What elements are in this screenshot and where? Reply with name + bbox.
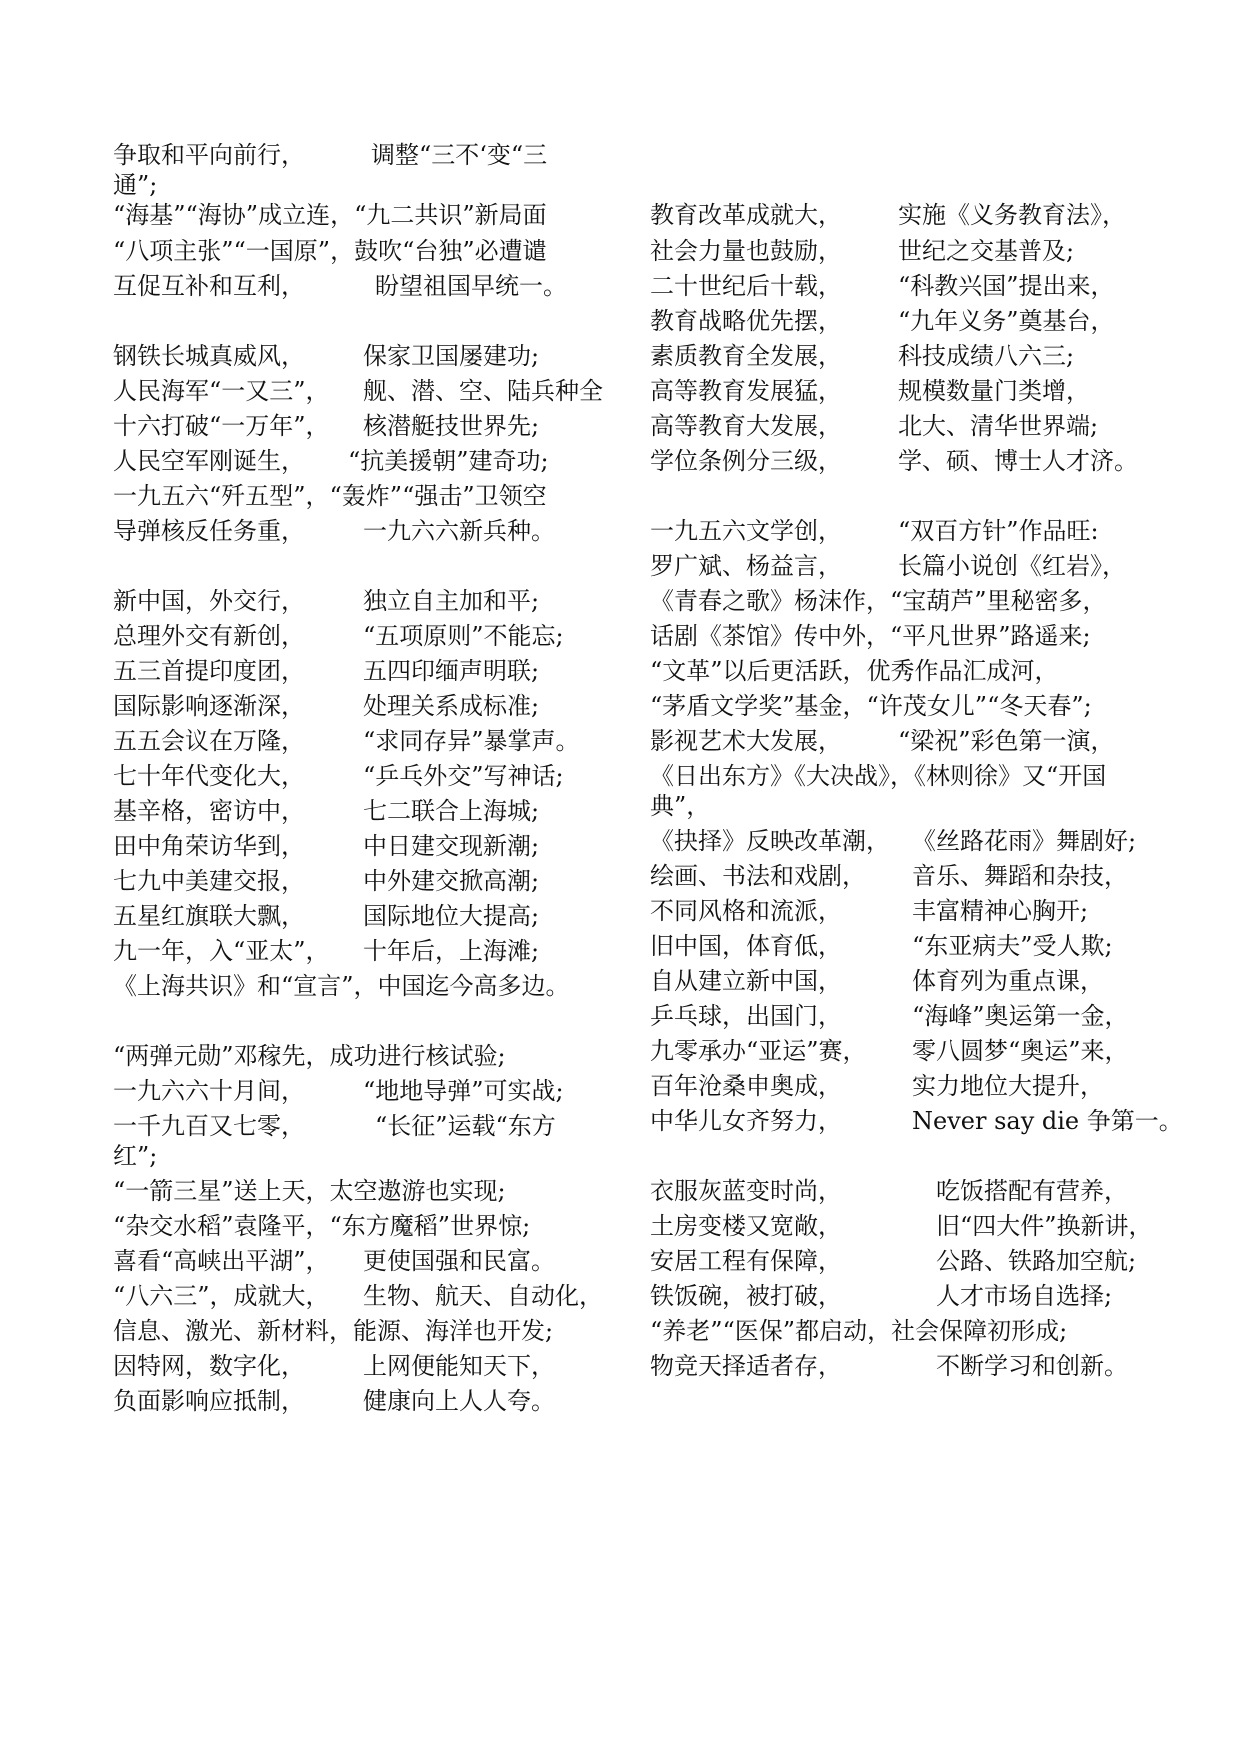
line-text-first-half: 导弹核反任务重， — [113, 517, 305, 545]
line-text-second-half: 舰、潜、空、陆兵种全 — [363, 377, 603, 405]
line-text-second-half: “长征”运载“东方 — [375, 1112, 556, 1140]
line-text-first-half: “海基”“海协”成立连，“九二共识”新局面 — [113, 201, 547, 229]
line-text-second-half: 人才市场自选择; — [936, 1282, 1113, 1310]
line-text-second-half: “求同存异”暴掌声。 — [363, 727, 580, 755]
line-text-second-half: 体育列为重点课， — [912, 967, 1104, 995]
line-text-first-half: 九零承办“亚运”赛， — [650, 1037, 867, 1065]
line-text-first-half: 《上海共识》和“宣言”，中国迄今高多边。 — [113, 972, 570, 1000]
line-text-first-half: 新中国，外交行， — [113, 587, 305, 615]
line-text-first-half: 中华儿女齐努力， — [650, 1107, 842, 1135]
line-text-first-half: 五星红旗联大飘， — [113, 902, 305, 930]
line-text-first-half: 互促互补和互利， — [113, 272, 305, 300]
line-text-second-half: “五项原则”不能忘; — [363, 622, 564, 650]
line-text-first-half: 五五会议在万隆， — [113, 727, 305, 755]
line-text-first-half: 高等教育发展猛， — [650, 377, 842, 405]
line-text-first-half: 教育战略优先摆， — [650, 307, 842, 335]
line-text-first-half: 钢铁长城真威风， — [113, 342, 305, 370]
line-text-second-half: “双百方针”作品旺: — [898, 517, 1099, 545]
line-text-second-half: 调整“三不‘变“三 — [371, 141, 548, 169]
line-text-first-half: 二十世纪后十载， — [650, 272, 842, 300]
line-text-first-half: 通”; — [113, 171, 158, 199]
line-text-first-half: 《日出东方》《大决战》，《林则徐》又“开国 — [650, 762, 1107, 790]
line-text-first-half: 物竞天择适者存， — [650, 1352, 842, 1380]
line-text-first-half: 一九五六文学创， — [650, 517, 842, 545]
line-text-first-half: “杂交水稻”袁隆平，“东方魔稻”世界惊; — [113, 1212, 531, 1240]
line-text-first-half: 因特网，数字化， — [113, 1352, 305, 1380]
line-text-second-half: 学、硕、博士人才济。 — [898, 447, 1138, 475]
line-text-second-half: 丰富精神心胸开; — [912, 897, 1089, 925]
line-text-first-half: “八六三”，成就大， — [113, 1282, 330, 1310]
line-text-second-half: 吃饭搭配有营养， — [936, 1177, 1128, 1205]
line-text-second-half: 公路、铁路加空航; — [936, 1247, 1137, 1275]
line-text-first-half: 负面影响应抵制， — [113, 1387, 305, 1415]
line-text-second-half: 零八圆梦“奥运”来， — [912, 1037, 1129, 1065]
line-text-first-half: 罗广斌、杨益言， — [650, 552, 842, 580]
line-text-second-half: “乒乓外交”写神话; — [363, 762, 564, 790]
line-text-second-half: 保家卫国屡建功; — [363, 342, 540, 370]
line-text-first-half: 学位条例分三级， — [650, 447, 842, 475]
line-text-first-half: 人民海军“一又三”， — [113, 377, 330, 405]
line-text-second-half: Never say die 争第一。 — [912, 1107, 1183, 1135]
line-text-first-half: 乒乓球，出国门， — [650, 1002, 842, 1030]
line-text-first-half: “茅盾文学奖”基金，“许茂女儿”“冬天春”; — [650, 692, 1092, 720]
line-text-first-half: “文革”以后更活跃，优秀作品汇成河， — [650, 657, 1059, 685]
line-text-second-half: 音乐、舞蹈和杂技， — [912, 862, 1128, 890]
line-text-first-half: 铁饭碗，被打破， — [650, 1282, 842, 1310]
line-text-first-half: 不同风格和流派， — [650, 897, 842, 925]
line-text-second-half: “抗美援朝”建奇功; — [348, 447, 549, 475]
line-text-second-half: 健康向上人人夸。 — [363, 1387, 555, 1415]
line-text-first-half: 十六打破“一万年”， — [113, 412, 330, 440]
line-text-first-half: 典”， — [650, 792, 711, 820]
line-text-first-half: 话剧《茶馆》传中外，“平凡世界”路遥来; — [650, 622, 1091, 650]
line-text-first-half: 基辛格，密访中， — [113, 797, 305, 825]
line-text-first-half: 《抉择》反映改革潮， — [650, 827, 890, 855]
line-text-second-half: 独立自主加和平; — [363, 587, 540, 615]
line-text-first-half: 一九五六“歼五型”，“轰炸”“强击”卫领空 — [113, 482, 547, 510]
line-text-first-half: 影视艺术大发展， — [650, 727, 842, 755]
line-text-first-half: 一千九百又七零， — [113, 1112, 305, 1140]
line-text-second-half: 旧“四大件”换新讲， — [936, 1212, 1153, 1240]
line-text-second-half: 长篇小说创《红岩》， — [898, 552, 1126, 580]
line-text-second-half: 中日建交现新潮; — [363, 832, 540, 860]
line-text-first-half: 七九中美建交报， — [113, 867, 305, 895]
line-text-first-half: 素质教育全发展， — [650, 342, 842, 370]
line-text-first-half: 百年沧桑申奥成， — [650, 1072, 842, 1100]
line-text-second-half: 处理关系成标准; — [363, 692, 540, 720]
line-text-first-half: 国际影响逐渐深， — [113, 692, 305, 720]
line-text-first-half: 社会力量也鼓励， — [650, 237, 842, 265]
line-text-first-half: 田中角荣访华到， — [113, 832, 305, 860]
line-text-second-half: 一九六六新兵种。 — [363, 517, 555, 545]
line-text-first-half: 高等教育大发展， — [650, 412, 842, 440]
line-text-second-half: “海峰”奥运第一金， — [912, 1002, 1129, 1030]
line-text-second-half: 生物、航天、自动化， — [363, 1282, 603, 1310]
line-text-first-half: “一箭三星”送上天，太空遨游也实现; — [113, 1177, 506, 1205]
line-text-second-half: 科技成绩八六三; — [898, 342, 1075, 370]
line-text-second-half: 核潜艇技世界先; — [363, 412, 540, 440]
line-text-first-half: “八项主张”“一国原”，鼓吹“台独”必遭谴 — [113, 237, 547, 265]
line-text-second-half: 十年后，上海滩; — [363, 937, 540, 965]
line-text-second-half: 盼望祖国早统一。 — [375, 272, 567, 300]
line-text-first-half: 五三首提印度团， — [113, 657, 305, 685]
line-text-first-half: 总理外交有新创， — [113, 622, 305, 650]
line-text-first-half: 红”; — [113, 1142, 158, 1170]
line-text-first-half: 争取和平向前行， — [113, 141, 305, 169]
line-text-second-half: “地地导弹”可实战; — [363, 1077, 564, 1105]
line-text-second-half: 国际地位大提高; — [363, 902, 540, 930]
line-text-second-half: “科教兴国”提出来， — [898, 272, 1115, 300]
line-text-first-half: 九一年，入“亚太”， — [113, 937, 330, 965]
line-text-second-half: “九年义务”奠基台， — [898, 307, 1115, 335]
line-text-first-half: “养老”“医保”都启动，社会保障初形成; — [650, 1317, 1068, 1345]
line-text-second-half: 五四印缅声明联; — [363, 657, 540, 685]
line-text-second-half: 上网便能知天下， — [363, 1352, 555, 1380]
line-text-first-half: 绘画、书法和戏剧， — [650, 862, 866, 890]
line-text-first-half: “两弹元勋”邓稼先，成功进行核试验; — [113, 1042, 506, 1070]
line-text-second-half: 北大、清华世界端; — [898, 412, 1099, 440]
line-text-second-half: 七二联合上海城; — [363, 797, 540, 825]
line-text-first-half: 衣服灰蓝变时尚， — [650, 1177, 842, 1205]
line-text-first-half: 喜看“高峡出平湖”， — [113, 1247, 330, 1275]
line-text-second-half: 更使国强和民富。 — [363, 1247, 555, 1275]
line-text-first-half: 旧中国，体育低， — [650, 932, 842, 960]
line-text-second-half: 不断学习和创新。 — [936, 1352, 1128, 1380]
line-text-first-half: 安居工程有保障， — [650, 1247, 842, 1275]
line-text-second-half: 中外建交掀高潮; — [363, 867, 540, 895]
line-text-second-half: 实力地位大提升， — [912, 1072, 1104, 1100]
line-text-first-half: 人民空军刚诞生， — [113, 447, 305, 475]
line-text-second-half: 《丝路花雨》舞剧好; — [912, 827, 1137, 855]
line-text-second-half: “东亚病夫”受人欺; — [912, 932, 1113, 960]
line-text-first-half: 一九六六十月间， — [113, 1077, 305, 1105]
line-text-first-half: 教育改革成就大， — [650, 201, 842, 229]
line-text-first-half: 自从建立新中国， — [650, 967, 842, 995]
line-text-first-half: 信息、激光、新材料，能源、海洋也开发; — [113, 1317, 554, 1345]
line-text-first-half: 土房变楼又宽敞， — [650, 1212, 842, 1240]
line-text-second-half: 实施《义务教育法》， — [898, 201, 1126, 229]
line-text-first-half: 《青春之歌》杨沫作，“宝葫芦”里秘密多， — [650, 587, 1107, 615]
line-text-second-half: 世纪之交基普及; — [898, 237, 1075, 265]
line-text-first-half: 七十年代变化大， — [113, 762, 305, 790]
line-text-second-half: “梁祝”彩色第一演， — [898, 727, 1115, 755]
line-text-second-half: 规模数量门类增， — [898, 377, 1090, 405]
